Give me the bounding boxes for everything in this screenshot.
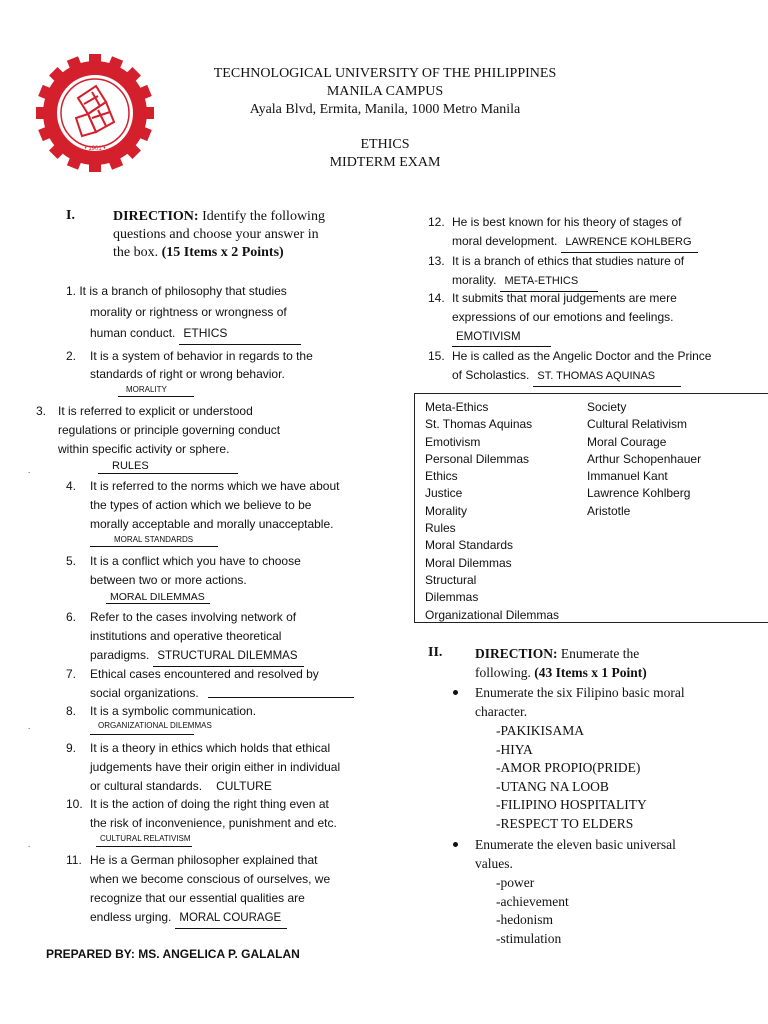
question-12: He is best known for his theory of stages of moral development. LAWRENCE KOHLBERG xyxy=(452,213,698,253)
question-11: He is a German philosopher explained that when we become conscious of ourselves, we recognize that our essential qualities are endless urging. MORAL COURAGE xyxy=(90,851,330,929)
list-item: -hedonism xyxy=(496,912,553,927)
section2-direction: DIRECTION: Enumerate the following. (43 Items x 1 Point) xyxy=(475,646,647,680)
answer-6[interactable]: STRUCTURAL DILEMMAS xyxy=(153,647,303,667)
choice-item: Aristotle xyxy=(587,503,631,518)
list-item: -UTANG NA LOOB xyxy=(496,778,609,794)
choice-item: St. Thomas Aquinas xyxy=(425,417,533,432)
answer-13[interactable]: META-ETHICS xyxy=(500,272,598,292)
choice-item: Emotivism xyxy=(425,434,481,449)
enumeration-1-prompt: Enumerate the six Filipino basic moral character. xyxy=(475,685,685,719)
bullet-icon xyxy=(453,690,458,695)
answer-10-line xyxy=(96,846,192,847)
list-item: -stimulation xyxy=(496,930,562,946)
question-15: He is called as the Angelic Doctor and the Prince of Scholastics. ST. THOMAS AQUINAS xyxy=(452,347,711,387)
question-13: It is a branch of ethics that studies nature of morality. META-ETHICS xyxy=(452,252,684,292)
choice-item: Morality xyxy=(425,503,468,518)
choice-item: Cultural Relativism xyxy=(587,417,688,432)
choice-item: Justice xyxy=(425,486,463,501)
list-item: -AMOR PROPIO(PRIDE) xyxy=(496,760,641,775)
list-item: -FILIPINO HOSPITALITY xyxy=(496,797,647,812)
question-15-number: 15. xyxy=(428,349,445,363)
bullet-icon xyxy=(453,842,458,847)
answer-15[interactable]: ST. THOMAS AQUINAS xyxy=(533,367,681,387)
margin-dot: . xyxy=(28,722,31,731)
answer-8-line xyxy=(90,734,194,735)
prepared-by: PREPARED BY: MS. ANGELICA P. GALALAN xyxy=(46,947,300,961)
question-8: It is a symbolic communication. xyxy=(90,704,257,718)
section1-numeral: I. xyxy=(66,208,75,223)
answer-14[interactable]: EMOTIVISM xyxy=(452,328,551,347)
subject-title: ETHICS xyxy=(360,137,410,152)
section1-direction: DIRECTION: Identify the following questions and choose your answer in the box. (15 Items x 2 Points) xyxy=(113,209,325,260)
campus-address: Ayala Blvd, Ermita, Manila, 1000 Metro Manila xyxy=(249,102,521,117)
choices-column-2 xyxy=(587,399,701,520)
university-name: TECHNOLOGICAL UNIVERSITY OF THE PHILIPPINES xyxy=(213,66,557,81)
choice-item: Rules xyxy=(425,521,456,536)
answer-12[interactable]: LAWRENCE KOHLBERG xyxy=(561,233,697,253)
answer-choices-box xyxy=(414,393,768,623)
choice-item: Arthur Schopenhauer xyxy=(587,451,702,466)
question-1: 1. It is a branch of philosophy that studies morality or rightness or wrongness of human conduct. ETHICS xyxy=(66,281,301,345)
choice-item: Organizational Dilemmas xyxy=(425,607,560,622)
list-item: -RESPECT TO ELDERS xyxy=(496,815,634,831)
question-6-number: 6. xyxy=(66,610,77,624)
list-item: -PAKIKISAMA xyxy=(496,723,585,738)
answer-4-line xyxy=(90,546,218,547)
answer-11[interactable]: MORAL COURAGE xyxy=(175,909,287,929)
answer-8[interactable]: ORGANIZATIONAL DILEMMAS xyxy=(98,721,212,730)
choices-column-1 xyxy=(425,399,559,624)
choice-item: Immanuel Kant xyxy=(587,469,668,484)
choice-item: Society xyxy=(587,400,627,414)
margin-dot: . xyxy=(28,840,31,849)
list-item: -achievement xyxy=(496,893,569,909)
choice-item: Moral Standards xyxy=(425,538,514,553)
question-10: It is the action of doing the right thing even at the risk of inconvenience, punishment and etc. xyxy=(90,797,337,830)
choice-item: Dilemmas xyxy=(425,590,479,605)
question-12-number: 12. xyxy=(428,215,445,229)
choice-item: Personal Dilemmas xyxy=(425,451,530,466)
question-10-number: 10. xyxy=(66,797,83,811)
question-5: It is a conflict which you have to choose between two or more actions. xyxy=(90,554,301,587)
answer-3[interactable]: RULES xyxy=(112,460,149,472)
question-7-number: 7. xyxy=(66,667,77,681)
margin-dot: . xyxy=(28,466,31,475)
enumeration-1-list xyxy=(496,722,647,833)
university-logo xyxy=(34,52,156,174)
choice-item: Structural xyxy=(425,572,477,587)
answer-7-blank[interactable] xyxy=(208,697,354,698)
question-3: It is referred to explicit or understood regulations or principle governing conduct within specific activity or sphere. xyxy=(58,404,281,456)
answer-10[interactable]: CULTURAL RELATIVISM xyxy=(100,834,191,843)
question-6: Refer to the cases involving network of institutions and operative theoretical paradigms. STRUCTURAL DILEMMAS xyxy=(90,608,304,667)
answer-2[interactable]: MORALITY xyxy=(126,385,167,394)
campus-name: MANILA CAMPUS xyxy=(326,84,444,99)
question-3-number: 3. xyxy=(36,404,47,418)
question-14-number: 14. xyxy=(428,291,445,305)
question-8-number: 8. xyxy=(66,704,77,718)
enumeration-2-prompt: Enumerate the eleven basic universal values. xyxy=(475,837,676,871)
exam-title: MIDTERM EXAM xyxy=(329,155,441,170)
question-13-number: 13. xyxy=(428,254,445,268)
answer-1[interactable]: ETHICS xyxy=(179,323,301,345)
svg-text:• 1901 •: • 1901 • xyxy=(84,146,106,152)
answer-2-line xyxy=(118,396,194,397)
answer-14-wrap xyxy=(452,327,551,347)
enumeration-2-list xyxy=(496,874,569,948)
question-2: It is a system of behavior in regards to the standards of right or wrong behavior. xyxy=(90,349,313,381)
question-11-number: 11. xyxy=(66,853,82,867)
question-4: It is referred to the norms which we have about the types of action which we believe to be morally acceptable and morally unacceptable. xyxy=(90,479,340,531)
choice-item: Moral Dilemmas xyxy=(425,555,512,570)
answer-9[interactable]: CULTURE xyxy=(216,779,272,793)
question-7: Ethical cases encountered and resolved by social organizations. xyxy=(90,667,319,700)
question-9: It is a theory in ethics which holds that ethical judgements have their origin either in individual or cultural standards. CULTURE xyxy=(90,741,341,793)
choice-item: Ethics xyxy=(425,469,458,484)
list-item: -power xyxy=(496,875,535,890)
answer-4[interactable]: MORAL STANDARDS xyxy=(114,535,194,544)
section2-numeral: II. xyxy=(428,645,443,660)
choice-item: Meta-Ethics xyxy=(425,400,489,414)
question-14: It submits that moral judgements are mere expressions of our emotions and feelings. xyxy=(452,291,677,324)
list-item: -HIYA xyxy=(496,741,533,757)
question-5-number: 5. xyxy=(66,554,77,568)
question-2-number: 2. xyxy=(66,349,77,363)
question-9-number: 9. xyxy=(66,741,77,755)
answer-5[interactable]: MORAL DILEMMAS xyxy=(110,591,205,603)
question-4-number: 4. xyxy=(66,479,77,493)
choice-item: Moral Courage xyxy=(587,434,667,449)
choice-item: Lawrence Kohlberg xyxy=(587,486,691,501)
